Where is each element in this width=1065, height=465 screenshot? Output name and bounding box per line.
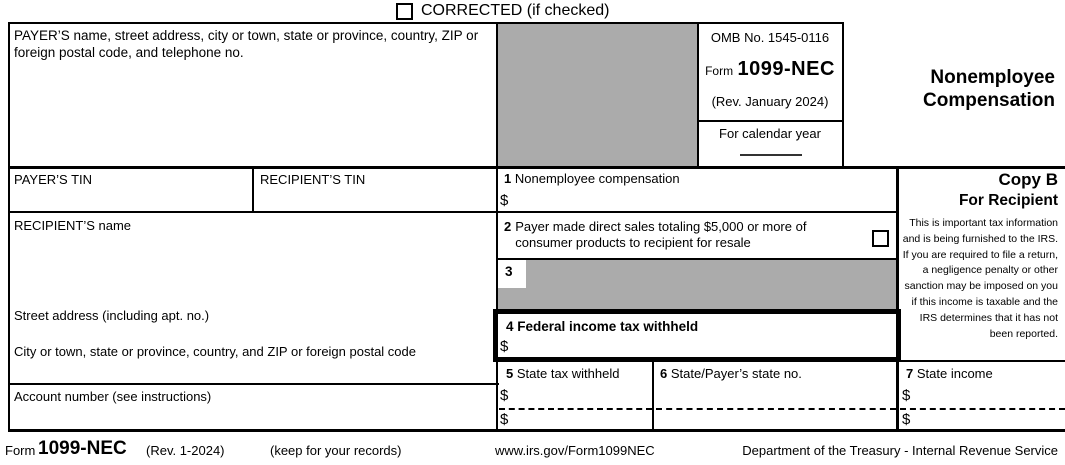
footer-keep-note: (keep for your records) — [270, 443, 402, 458]
box2-label: 2 Payer made direct sales totaling $5,000 or more of consumer products to recipient for resale — [504, 219, 807, 250]
payer-info-input[interactable] — [10, 62, 490, 162]
box5-number: 5 — [506, 366, 514, 381]
payer-tin-input[interactable] — [10, 188, 250, 210]
box3-number: 3 — [505, 264, 513, 279]
box7-amount-input-1[interactable] — [916, 387, 1056, 405]
border-line — [8, 22, 844, 24]
box4-dollar-sign: $ — [500, 338, 509, 355]
border-line — [8, 429, 1065, 432]
border-line — [698, 120, 844, 122]
box7-number: 7 — [906, 366, 914, 381]
corrected-checkbox[interactable] — [396, 3, 413, 20]
form-word: Form — [705, 64, 734, 78]
footer-url[interactable]: www.irs.gov/Form1099NEC — [495, 443, 655, 458]
box1-label: 1 Nonemployee compensation — [504, 171, 680, 186]
footer-form-number: 1099-NEC — [38, 438, 127, 459]
account-number-label: Account number (see instructions) — [14, 389, 212, 404]
box5-amount-input-2[interactable] — [514, 411, 649, 427]
form-title-line2: Compensation — [923, 90, 1055, 111]
border-line — [252, 166, 254, 213]
box7-label: 7 State income — [906, 366, 993, 381]
footer-form-word: Form — [5, 443, 36, 458]
divider-dashed — [900, 408, 1065, 410]
border-line — [652, 360, 654, 431]
box5-label: 5 State tax withheld — [506, 366, 620, 381]
form-title — [855, 66, 1055, 112]
border-line — [497, 258, 899, 260]
street-address-label: Street address (including apt. no.) — [14, 308, 210, 323]
box6-state-no-input-2[interactable] — [658, 410, 893, 427]
border-line — [8, 383, 499, 385]
box6-label: 6 State/Payer’s state no. — [660, 366, 802, 381]
box5-amount-input-1[interactable] — [514, 387, 649, 405]
box2-number: 2 — [504, 219, 512, 234]
city-state-zip-input[interactable] — [10, 360, 490, 380]
calendar-year-label: For calendar year — [719, 126, 821, 141]
form-number: 1099-NEC — [737, 58, 835, 80]
box6-number: 6 — [660, 366, 668, 381]
street-address-input[interactable] — [10, 324, 490, 342]
box6-state-no-input-1[interactable] — [658, 384, 893, 406]
recipient-name-label: RECIPIENT’S name — [14, 218, 132, 233]
box7-dollar-sign-1: $ — [902, 387, 911, 404]
box4-number: 4 — [506, 319, 514, 334]
border-line — [496, 22, 498, 432]
city-state-zip-label: City or town, state or province, country, and ZIP or foreign postal code — [14, 344, 416, 359]
account-number-input[interactable] — [10, 405, 490, 427]
box4-border — [493, 309, 901, 362]
form-title-line1: Nonemployee — [930, 67, 1055, 88]
box5-dollar-sign-2: $ — [500, 411, 509, 428]
payer-instructions-label: PAYER’S name, street address, city or town, state or province, country, ZIP or foreign postal code, and telephone no. — [14, 28, 479, 60]
divider-dashed — [499, 408, 652, 410]
copy-b-title: Copy B — [998, 170, 1058, 189]
recipient-notice: This is important tax information and is being furnished to the IRS. If you are required to file a return, a negligence penalty or other sanction may be imposed on you if this income is taxable and the IRS determines that it has not been reported. — [902, 217, 1058, 340]
border-line — [842, 22, 844, 168]
corrected-label: CORRECTED (if checked) — [421, 2, 610, 19]
recipient-tin-label: RECIPIENT’S TIN — [260, 172, 366, 187]
footer-department: Department of the Treasury - Internal Revenue Service — [742, 443, 1058, 458]
for-recipient-subtitle: For Recipient — [958, 192, 1058, 209]
box5-dollar-sign-1: $ — [500, 387, 509, 404]
form-revision: (Rev. January 2024) — [711, 94, 829, 109]
border-line — [8, 166, 1065, 169]
box1-dollar-sign: $ — [500, 192, 509, 209]
box1-number: 1 — [504, 171, 512, 186]
box4-label: 4 Federal income tax withheld — [506, 319, 699, 334]
box7-dollar-sign-2: $ — [902, 411, 911, 428]
box2-checkbox[interactable] — [872, 230, 889, 247]
border-line — [8, 211, 899, 213]
payer-tin-label: PAYER’S TIN — [14, 172, 93, 187]
box1-amount-input[interactable] — [515, 190, 890, 210]
shaded-area-header — [497, 22, 698, 167]
omb-number: OMB No. 1545-0116 — [710, 30, 830, 45]
footer-revision: (Rev. 1-2024) — [146, 443, 225, 458]
box3-number-chip — [498, 260, 526, 288]
shaded-area-box3 — [497, 260, 897, 311]
recipient-tin-input[interactable] — [256, 188, 494, 210]
box4-amount-input[interactable] — [514, 336, 884, 354]
box7-amount-input-2[interactable] — [916, 411, 1056, 427]
recipient-name-input[interactable] — [10, 236, 490, 304]
calendar-year-blank[interactable] — [740, 154, 802, 156]
